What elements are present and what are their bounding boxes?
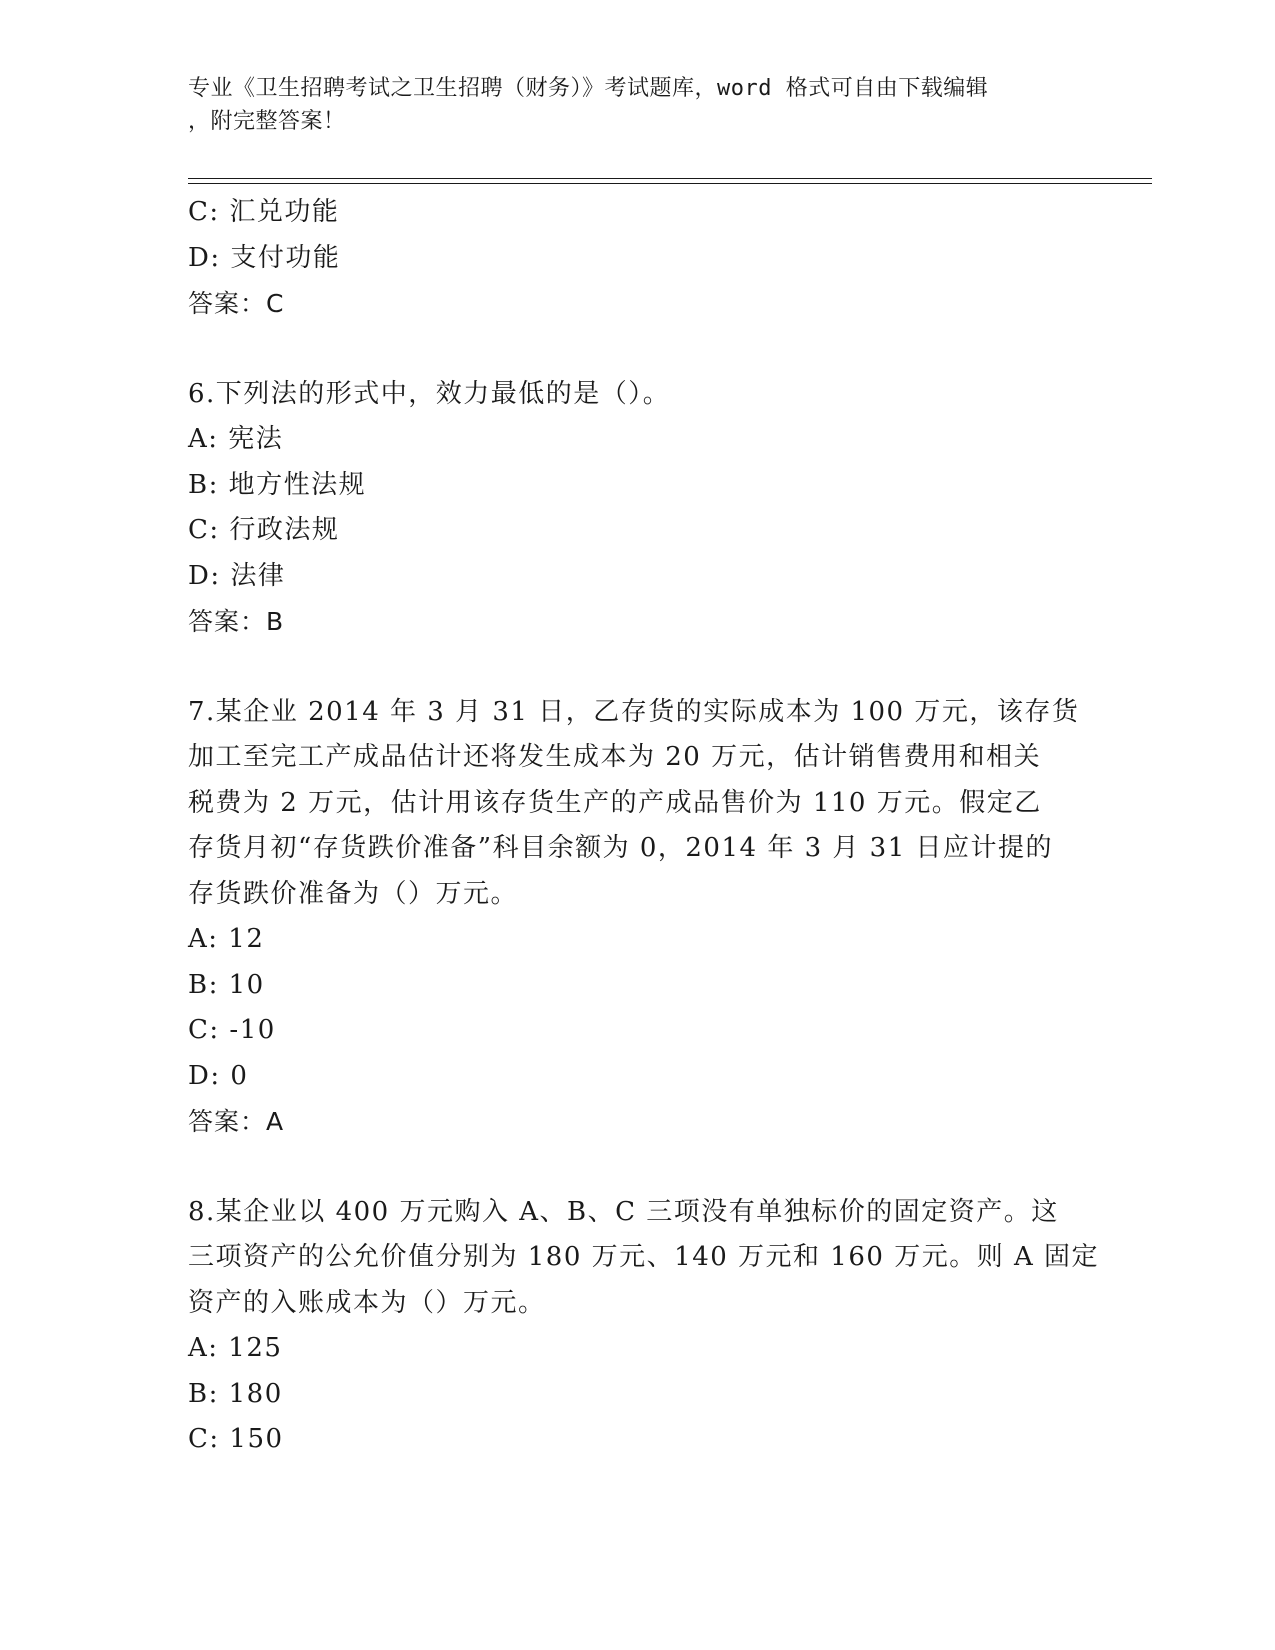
question-8 [188, 1190, 1100, 1463]
question-5-continued [188, 190, 1088, 327]
document-body [188, 190, 1100, 1463]
question-stem-line: 存货跌价准备为（）万元。 [188, 878, 519, 909]
option-d: D: 法律 [188, 560, 286, 591]
header-divider-bottom [188, 183, 1152, 184]
option-d: D: 0 [188, 1060, 249, 1091]
option-c: C: -10 [188, 1015, 276, 1045]
question-stem-line: 税费为 2 万元，估计用该存货生产的产成品售价为 110 万元。假定乙 [188, 787, 1042, 818]
answer-line: 答案：B [188, 607, 285, 636]
document-header [188, 72, 1078, 138]
question-stem-line: 三项资产的公允价值分别为 180 万元、140 万元和 160 万元。则 A 固定 [188, 1242, 1100, 1272]
question-stem-line: 存货月初“存货跌价准备”科目余额为 0，2014 年 3 月 31 日应计提的 [188, 833, 1054, 863]
question-7 [188, 690, 1088, 1145]
answer-line: 答案：A [188, 1107, 285, 1136]
option-b: B: 地方性法规 [188, 469, 367, 500]
question-stem-line: 资产的入账成本为（）万元。 [188, 1287, 546, 1318]
option-a: A: 12 [188, 924, 265, 954]
header-divider-top [188, 178, 1152, 179]
option-b: B: 180 [188, 1378, 283, 1409]
option-a: A: 125 [188, 1333, 283, 1363]
answer-line: 答案：C [188, 289, 285, 318]
header-line-1: 专业《卫生招聘考试之卫生招聘（财务）》考试题库，word 格式可自由下载编辑 [188, 76, 989, 101]
question-stem-line: 7.某企业 2014 年 3 月 31 日，乙存货的实际成本为 100 万元，该存货 [188, 696, 1080, 727]
question-stem-line: 8.某企业以 400 万元购入 A、B、C 三项没有单独标价的固定资产。这 [188, 1196, 1059, 1227]
header-line-2: ，附完整答案！ [188, 109, 346, 134]
option-d: D: 支付功能 [188, 242, 341, 273]
option-a: A: 宪法 [188, 424, 284, 454]
question-stem-line: 加工至完工产成品估计还将发生成本为 20 万元，估计销售费用和相关 [188, 742, 1042, 772]
option-c: C: 150 [188, 1424, 284, 1454]
option-b: B: 10 [188, 969, 265, 1000]
option-c: C: 行政法规 [188, 515, 340, 545]
question-stem: 6.下列法的形式中，效力最低的是（）。 [188, 378, 671, 409]
question-6 [188, 372, 1088, 645]
option-c: C: 汇兑功能 [188, 197, 340, 227]
